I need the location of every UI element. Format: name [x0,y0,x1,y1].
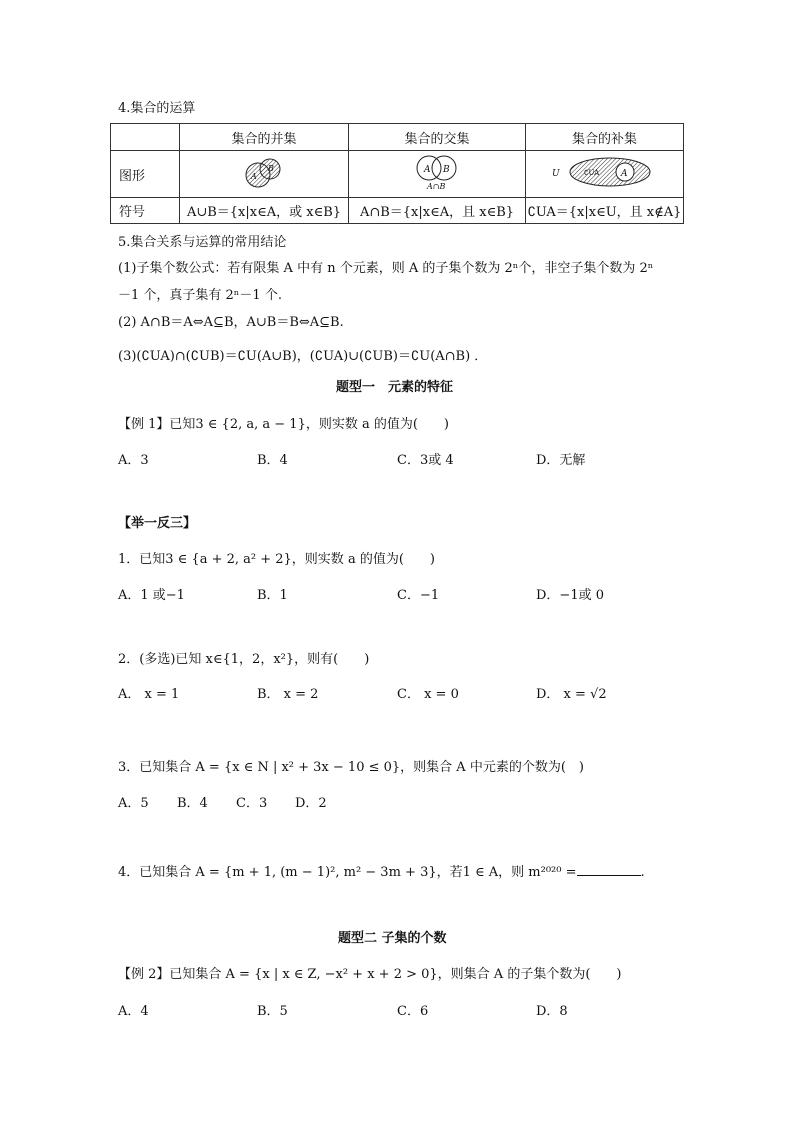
intersection-venn-cell [349,151,526,198]
intersection-label-b: B [443,165,450,175]
q1-choice-b: B．1 [257,588,288,603]
q4-stem [118,861,645,880]
q3-stem: 3．已知集合 A = {x ∈ N | x² + 3x − 10 ≤ 0}，则集合 A 中元素的个数为( ) [118,760,584,775]
q2-stem: 2．(多选)已知 x∈{1，2，x²}，则有( ) [118,652,370,667]
intersection-caption: A∩B [427,182,446,191]
example2-choice-a: A．4 [118,1004,149,1019]
type1-title: 题型一 元素的特征 [336,380,454,395]
set-operations-table [110,123,684,224]
q2-choice-b: B． x = 2 [257,687,319,702]
q1-choice-a: A．1 或−1 [118,588,185,603]
table-header-row [111,124,684,151]
complement-label-u: U [551,169,560,179]
union-label-a: A [251,172,257,181]
header-complement: 集合的补集 [526,124,684,151]
table-corner-cell [111,124,180,151]
q2-choice-a: A． x = 1 [118,687,180,702]
q1-choice-d: D．−1或 0 [536,588,604,603]
q3-choice-a: A．5 [118,796,149,811]
complement-label-a: A [620,169,627,179]
example2-choice-b: B．5 [257,1004,288,1019]
q3-choice-c: C．3 [236,796,268,811]
section4-title: 4.集合的运算 [118,101,196,116]
symbol-row-label: 符号 [111,198,180,224]
graph-row-label: 图形 [111,151,180,198]
q3-choice-d: D．2 [295,796,327,811]
union-venn-cell [180,151,349,198]
complement-venn-cell [526,151,684,198]
q1-choice-c: C．−1 [397,588,440,603]
q4-stem-text: 4．已知集合 A = {m + 1, (m − 1)², m² − 3m + 3}，若1 ∈ A，则 m²⁰²⁰ = [118,865,577,880]
intersection-symbol: A∩B＝{x|x∈A，且 x∈B} [349,198,526,224]
complement-label-cua: ∁UA [583,169,599,177]
q2-choice-d: D． x = √2 [536,687,607,702]
example2-choice-d: D．8 [536,1004,568,1019]
q3-choice-b: B．4 [177,796,208,811]
intersection-venn-diagram [402,151,472,193]
q4-answer-blank[interactable] [577,863,641,876]
conclusion1-line2: －1 个，真子集有 2ⁿ－1 个. [118,288,282,303]
table-graph-row [111,151,684,198]
union-symbol: A∪B＝{x|x∈A，或 x∈B} [180,198,349,224]
q1-stem: 1．已知3 ∈ {a + 2, a² + 2}，则实数 a 的值为( ) [118,552,435,567]
section5-title: 5.集合关系与运算的常用结论 [118,235,287,250]
example1-stem: 【例 1】已知3 ∈ {2, a, a − 1}，则实数 a 的值为( ) [118,417,449,432]
q2-choice-c: C． x = 0 [397,687,459,702]
practice-title: 【举一反三】 [118,516,197,531]
table-symbol-row [111,198,684,224]
intersection-label-a: A [424,165,431,175]
union-venn-diagram [234,152,294,192]
q4-stem-end: . [640,865,645,880]
example1-choice-b: B．4 [257,453,288,468]
example2-choice-c: C．6 [397,1004,429,1019]
conclusion3: (3)(∁UA)∩(∁UB)＝∁U(A∪B)，(∁UA)∪(∁UB)＝∁U(A∩B) ． [118,349,488,364]
example2-stem: 【例 2】已知集合 A = {x | x ∈ Z, −x² + x + 2 > 0}，则集合 A 的子集个数为( ) [118,967,622,982]
complement-venn-diagram [550,152,660,192]
conclusion2: (2) A∩B＝A⇔A⊆B，A∪B＝B⇔A⊆B. [118,315,344,330]
type2-title: 题型二 子集的个数 [338,931,447,946]
example1-choice-a: A．3 [118,453,149,468]
example1-choice-c: C．3或 4 [397,453,454,468]
union-label-b: B [268,164,274,173]
header-union: 集合的并集 [180,124,349,151]
header-intersection: 集合的交集 [349,124,526,151]
complement-symbol: ∁UA＝{x|x∈U，且 x∉A} [526,198,684,224]
conclusion1-line1: (1)子集个数公式：若有限集 A 中有 n 个元素，则 A 的子集个数为 2ⁿ个，非空子集个数为 2ⁿ [118,261,654,276]
example1-choice-d: D．无解 [536,453,586,468]
